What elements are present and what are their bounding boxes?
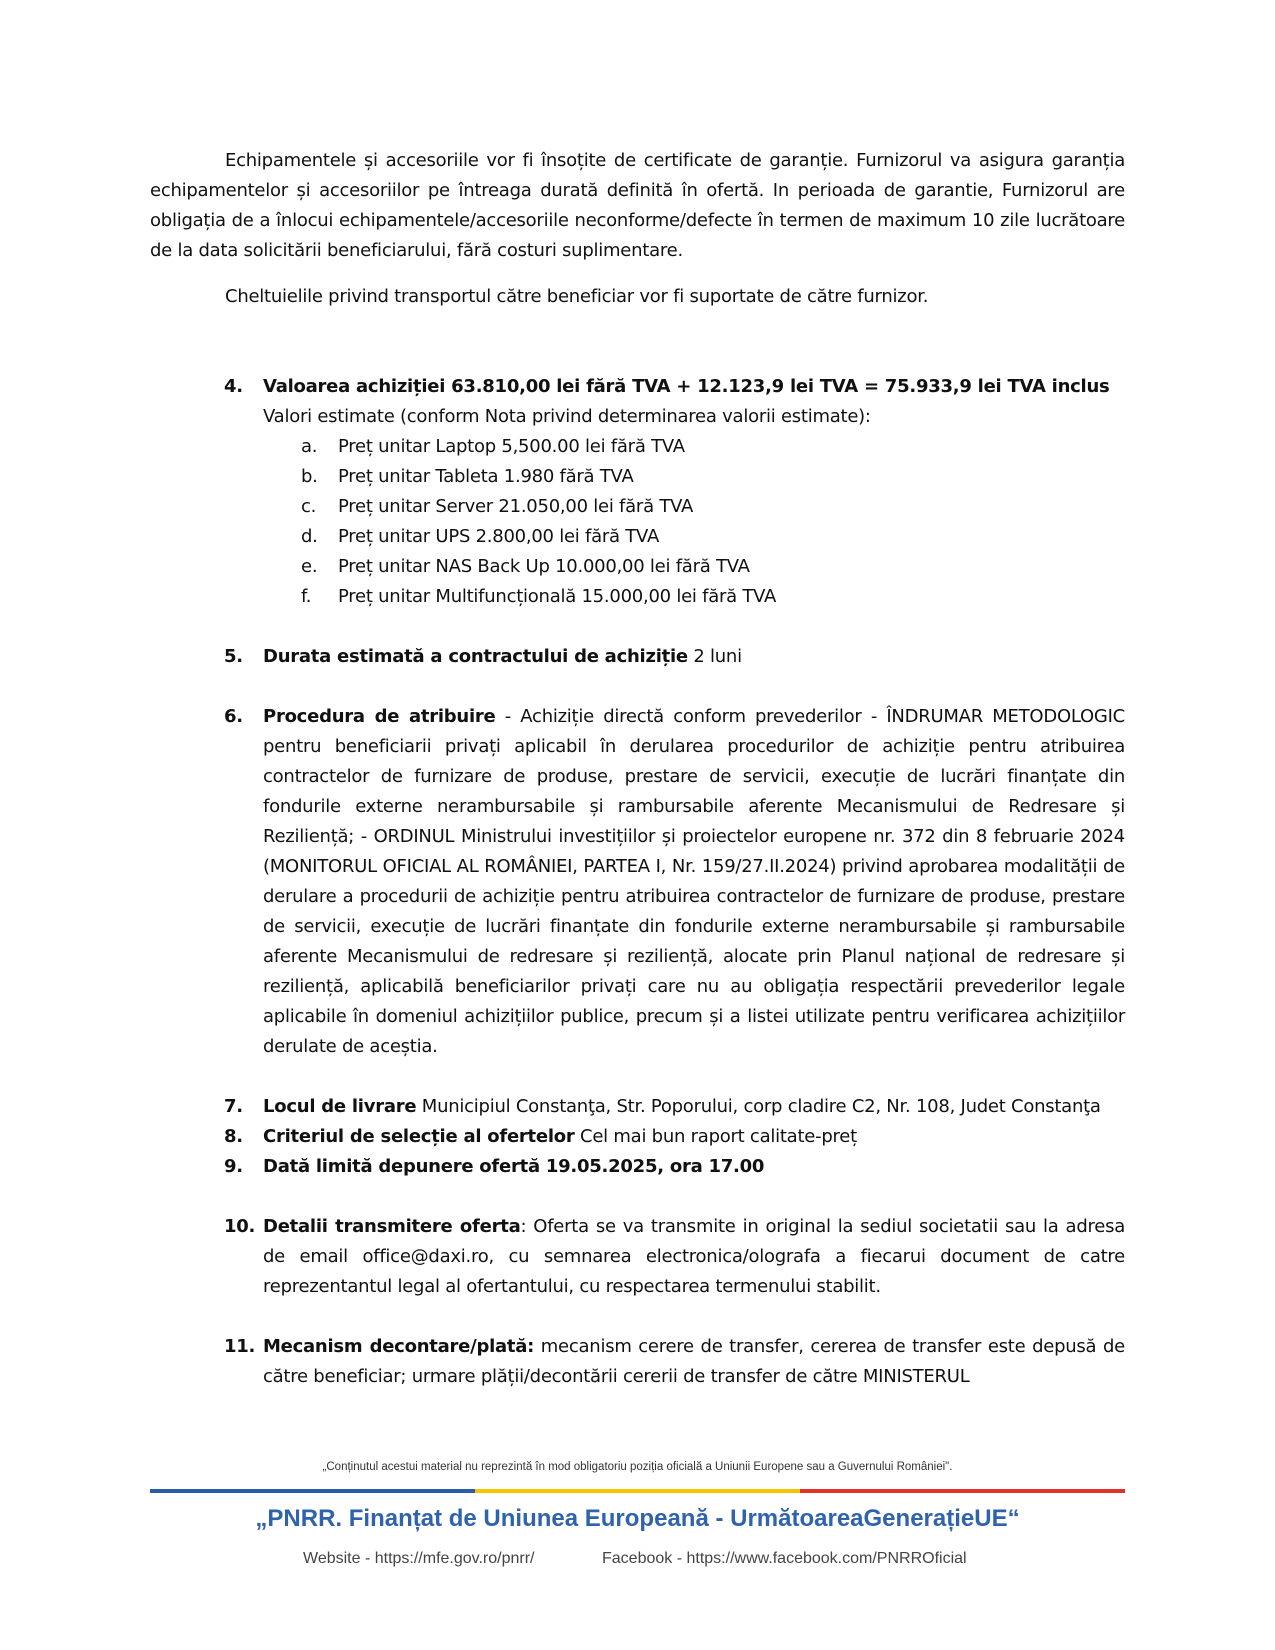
item-text: : Oferta se va transmite in original la sediul societatii sau la adresa de email office@daxi.ro, cu semnarea electronica/olografa a fiecarui document de catre reprezentantul legal al ofertantului, cu respectarea termenului stabilit.	[263, 1216, 1125, 1297]
sub-letter: f.	[301, 586, 312, 607]
document-body	[150, 146, 1125, 1392]
sub-text: Preț unitar Multifuncțională 15.000,00 lei fără TVA	[338, 586, 777, 607]
sub-list	[263, 432, 1125, 612]
item-title: Durata estimată a contractului de achiziție	[263, 646, 688, 667]
item-text: 2 luni	[687, 646, 742, 667]
footer-bar-red	[800, 1489, 1125, 1493]
list-item-9	[150, 1152, 1125, 1182]
item-number: 4.	[224, 376, 243, 397]
item-number: 6.	[224, 706, 243, 727]
item-text: Cel mai bun raport calitate-preț	[574, 1126, 857, 1147]
item-title: Valoarea achiziției 63.810,00 lei fără TVA + 12.123,9 lei TVA = 75.933,9 lei TVA inclus	[263, 376, 1110, 397]
item-title: Mecanism decontare/plată:	[263, 1336, 535, 1357]
sub-text: Preț unitar Server 21.050,00 lei fără TVA	[338, 496, 694, 517]
sub-letter: b.	[301, 466, 318, 487]
footer-bar-blue	[150, 1489, 475, 1493]
item-number: 5.	[224, 646, 243, 667]
list-item-11	[150, 1332, 1125, 1392]
sub-text: Preț unitar Laptop 5,500.00 lei fără TVA	[338, 436, 685, 457]
paragraph-transport: Cheltuielile privind transportul către beneficiar vor fi suportate de către furnizor.	[225, 286, 929, 307]
item-number: 9.	[224, 1156, 243, 1177]
sub-item	[263, 522, 1125, 552]
sub-text: Preț unitar Tableta 1.980 fără TVA	[338, 466, 634, 487]
item-title: Criteriul de selecție al ofertelor	[263, 1126, 575, 1147]
footer-disclaimer: „Conținutul acestui material nu reprezintă în mod obligatoriu poziția oficială a Uniunii Europene sau a Guvernului României".	[322, 1461, 953, 1473]
sub-letter: d.	[301, 526, 318, 547]
sub-item	[263, 582, 1125, 612]
item-title: Detalii transmitere oferta	[263, 1216, 521, 1237]
sub-text: Preț unitar UPS 2.800,00 lei fără TVA	[338, 526, 660, 547]
footer-bar-yellow	[475, 1489, 800, 1493]
footer-title: „PNRR. Finanțat de Uniunea Europeană - UrmătoareaGenerațieUE“	[255, 1505, 1020, 1532]
item-text: Municipiul Constanţa, Str. Poporului, corp cladire C2, Nr. 108, Judet Constanţa	[416, 1096, 1101, 1117]
item-title: Locul de livrare	[263, 1096, 417, 1117]
item-title: Procedura de atribuire	[263, 706, 496, 727]
item-number: 7.	[224, 1096, 243, 1117]
item-text: mecanism cerere de transfer, cererea de transfer este depusă de către beneficiar; urmare plății/decontării cererii de transfer de către MINISTERUL	[263, 1336, 1125, 1387]
item-title: Dată limită depunere ofertă 19.05.2025, ora 17.00	[263, 1156, 765, 1177]
sub-text: Preț unitar NAS Back Up 10.000,00 lei fără TVA	[338, 556, 750, 577]
sub-item	[263, 432, 1125, 462]
list-item-7	[150, 1092, 1125, 1122]
footer-facebook-link[interactable]: Facebook - https://www.facebook.com/PNRROficial	[602, 1550, 967, 1567]
list-item-8	[150, 1122, 1125, 1152]
sub-item	[263, 552, 1125, 582]
item-text: Valori estimate (conform Nota privind determinarea valorii estimate):	[263, 406, 871, 427]
sub-letter: c.	[301, 496, 317, 517]
numbered-list	[150, 372, 1125, 1392]
sub-item	[263, 462, 1125, 492]
item-number: 11.	[224, 1336, 256, 1357]
footer-website-link[interactable]: Website - https://mfe.gov.ro/pnrr/	[303, 1550, 535, 1567]
item-number: 10.	[224, 1216, 256, 1237]
paragraph-warranty: Echipamentele și accesoriile vor fi însoțite de certificate de garanție. Furnizorul va asigura garanția echipamentelor și accesoriilor pe întreaga durată definită în ofertă. In perioada de garantie, Furnizorul are obligația de a înlocui echipamentele/accesoriile neconforme/defecte în termen de maximum 10 zile lucrătoare de la data solicitării beneficiarului, fără costuri suplimentare.	[150, 150, 1125, 261]
list-item-10	[150, 1212, 1125, 1302]
item-number: 8.	[224, 1126, 243, 1147]
list-item-5	[150, 642, 1125, 672]
sub-letter: a.	[301, 436, 318, 457]
item-text: - Achiziție directă conform prevederilor - ÎNDRUMAR METODOLOGIC pentru beneficiarii privați aplicabil în derularea procedurilor de achiziție pentru atribuirea contractelor de furnizare de produse, prestare de servicii, execuție de lucrări finanțate din fondurile externe nerambursabile și rambursabile aferente Mecanismului de Redresare și Reziliență; - ORDINUL Ministrului investițiilor și proiectelor europene nr. 372 din 8 februarie 2024 (MONITORUL OFICIAL AL ROMÂNIEI, PARTEA I, Nr. 159/27.II.2024) privind aprobarea modalității de derulare a procedurii de achiziție pentru atribuirea contractelor de furnizare de produse, prestare de servicii, execuție de lucrări finanțate din fondurile externe nerambursabile și rambursabile aferente Mecanismului de redresare și reziliență, alocate prin Planul național de redresare și reziliență, aplicabilă beneficiarilor privați care nu au obligația respectării prevederilor legale aplicabile în domeniul achizițiilor publice, precum și a listei utilizate pentru verificarea achizițiilor derulate de aceștia.	[263, 706, 1125, 1057]
list-item-6	[150, 702, 1125, 1062]
list-item-4	[150, 372, 1125, 612]
sub-item	[263, 492, 1125, 522]
sub-letter: e.	[301, 556, 318, 577]
